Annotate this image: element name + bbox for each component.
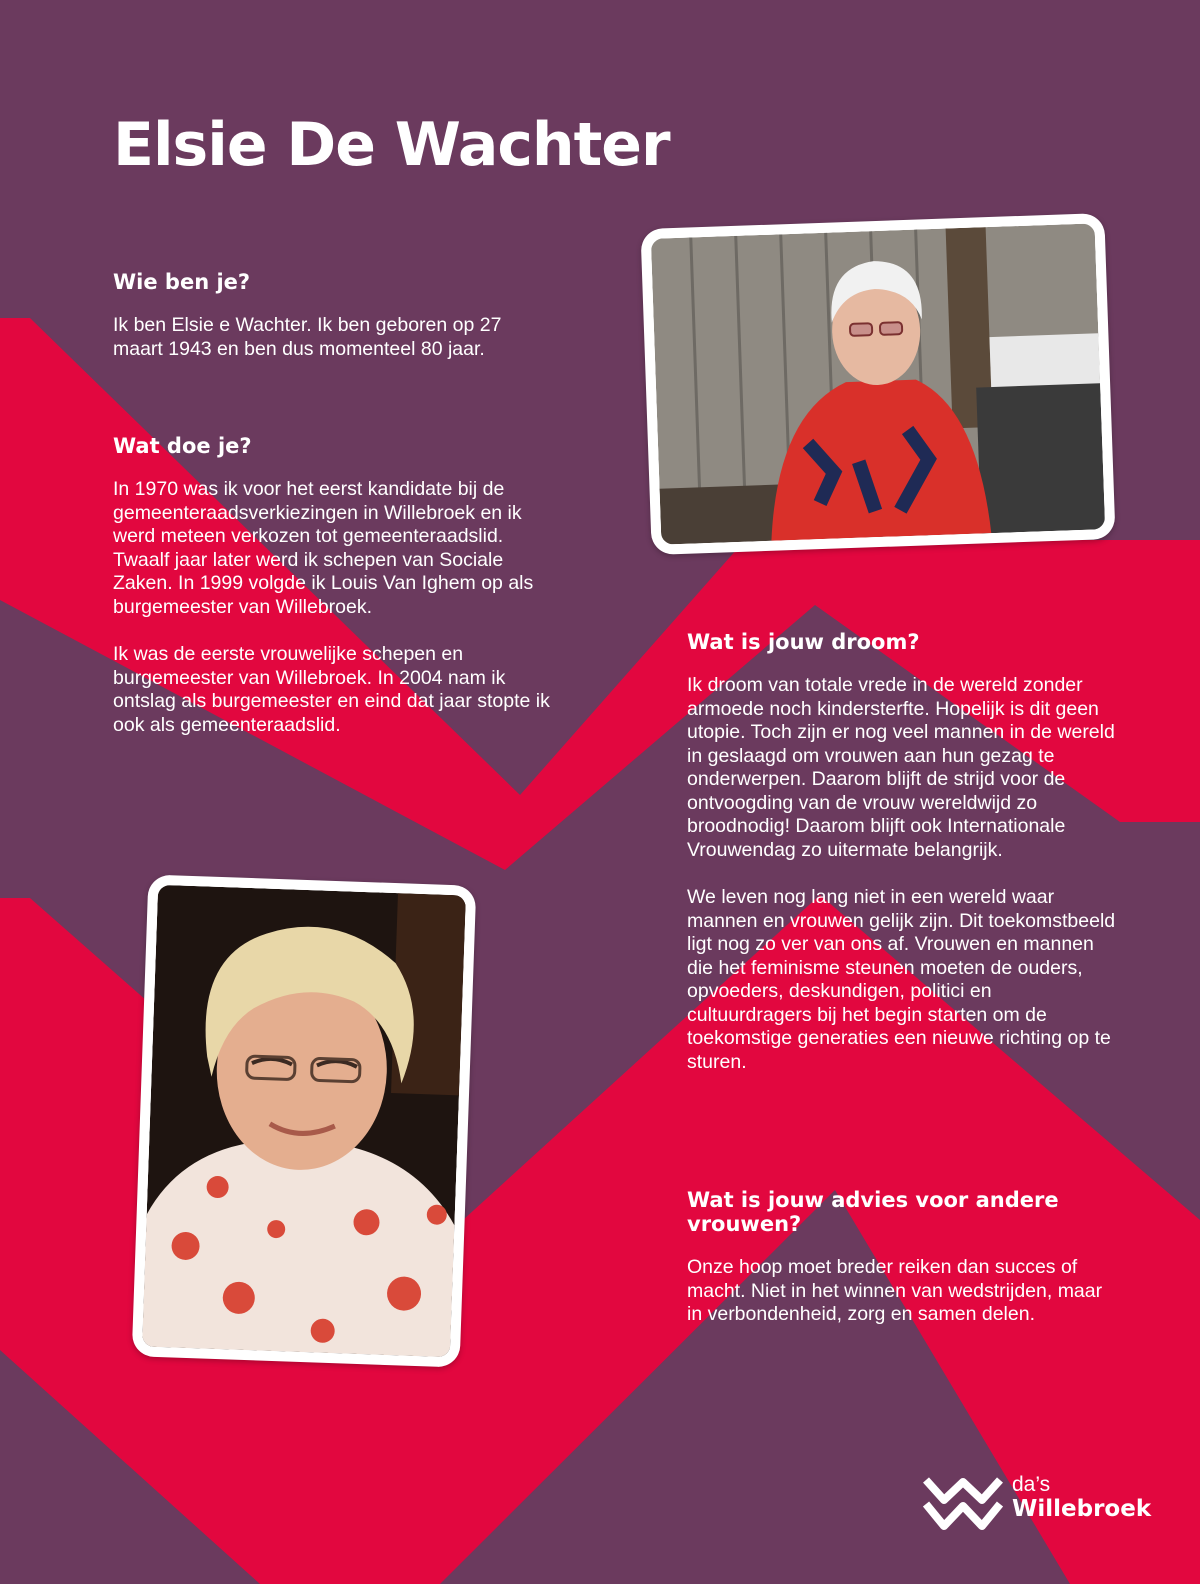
page-title: Elsie De Wachter [113, 110, 670, 180]
section-jouw-droom [687, 630, 1117, 1098]
section-heading: Wat is jouw advies voor andere vrouwen? [687, 1188, 1059, 1237]
section-paragraph: In 1970 was ik voor het eerst kandidate bij de gemeenteraadsverkiezingen in Willebroek en ik werd meteen verkozen tot gemeenteraadslid. Twaalf jaar later werd ik schepen van Sociale Zaken. In 1999 volgde ik Louis Van Ighem op als burgemeester van Willebroek. [113, 478, 534, 618]
portrait-photo-closeup [132, 874, 477, 1367]
section-paragraph: Ik ben Elsie e Wachter. Ik ben geboren op 27 maart 1943 en ben dus momenteel 80 jaar. [113, 314, 502, 360]
section-paragraph: Onze hoop moet breder reiken dan succes of macht. Niet in het winnen van wedstrijden, maar in verbondenheid, zorg en samen delen. [687, 1256, 1103, 1326]
portrait-photo-terrace [640, 213, 1115, 555]
section-wie-ben-je [113, 270, 553, 385]
section-paragraph: Ik was de eerste vrouwelijke schepen en burgemeester van Willebroek. In 2004 nam ik ontslag als burgemeester en eind dat jaar stopte ik ook als gemeenteraadslid. [113, 643, 550, 736]
section-heading: Wat is jouw droom? [687, 630, 920, 654]
section-wat-doe-je [113, 434, 553, 761]
section-paragraph: We leven nog lang niet in een wereld waar mannen en vrouwen gelijk zijn. Dit toekomstbeeld ligt nog zo ver van ons af. Vrouwen en mannen die het feminisme steunen moeten de ouders, opvoeders, deskundigen, politici en cultuurdragers bij het begin starten om de toekomstige generaties een nieuwe richting op te sturen. [687, 886, 1116, 1073]
logo-line-small: da’s [1012, 1473, 1051, 1496]
section-jouw-advies [687, 1188, 1117, 1351]
das-willebroek-logo [922, 1470, 1162, 1540]
section-heading: Wat doe je? [113, 434, 252, 458]
section-paragraph: Ik droom van totale vrede in de wereld zonder armoede noch kindersterfte. Hopelijk is dit geen utopie. Toch zijn er nog veel mannen in de wereld in geslaagd om vrouwen aan hun gezag te onderwerpen. Daarom blijft de strijd voor de ontvoogding van de vrouw wereldwijd zo broodnodig! Daarom blijft ook Internationale Vrouwendag zo uitermate belangrijk. [687, 674, 1115, 861]
logo-line-big: Willebroek [1012, 1496, 1152, 1522]
willebroek-w-logo-icon [922, 1470, 1004, 1536]
logo-text [1012, 1474, 1151, 1521]
section-heading: Wie ben je? [113, 270, 251, 294]
photo-illustration [651, 223, 1105, 544]
photo-illustration [142, 885, 466, 1357]
